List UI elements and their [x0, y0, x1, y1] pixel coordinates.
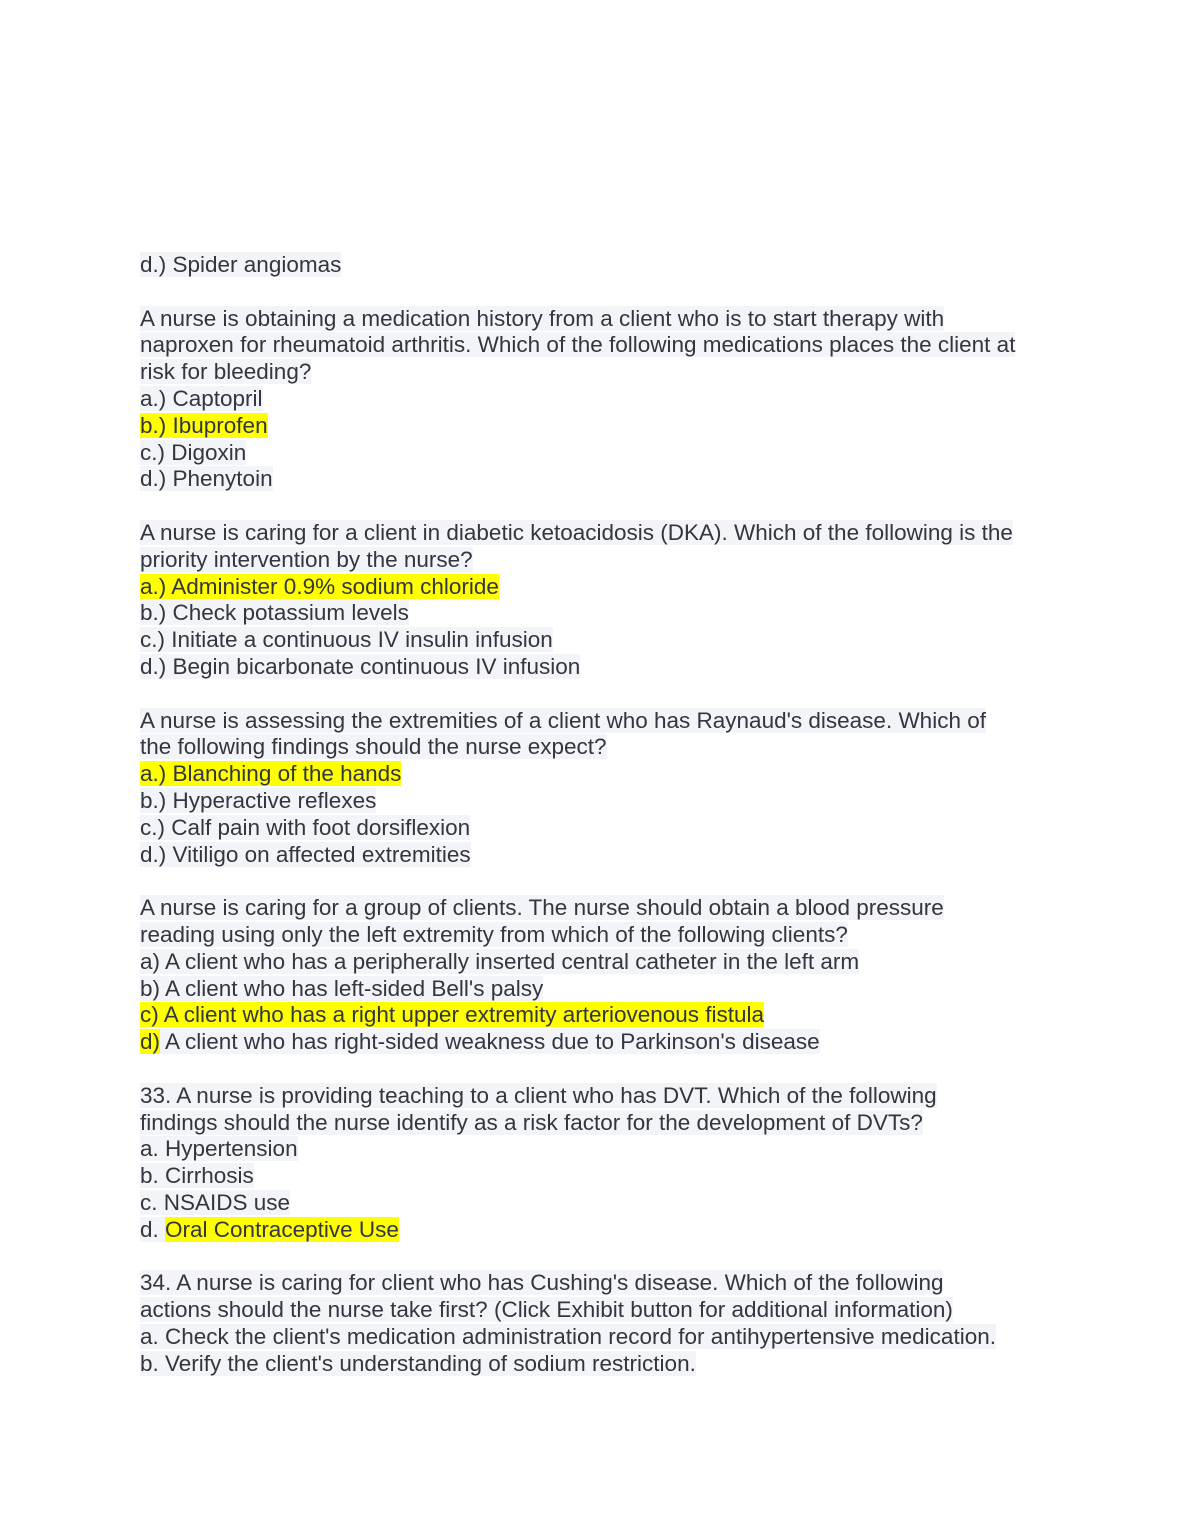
option-c-answer: c) A client who has a right upper extremity arteriovenous fistula [140, 1002, 765, 1028]
question-stem-line: A nurse is caring for a client in diabetic ketoacidosis (DKA). Which of the following is the [140, 519, 1013, 545]
spacer [140, 1056, 1060, 1083]
question-stem-line: naproxen for rheumatoid arthritis. Which of the following medications places the client at [140, 332, 1016, 358]
question-stem-line: 34. A nurse is caring for client who has Cushing's disease. Which of the following [140, 1270, 944, 1296]
option-a: a. Check the client's medication administration record for antihypertensive medication. [140, 1323, 996, 1349]
question-stem-line: 33. A nurse is providing teaching to a client who has DVT. Which of the following [140, 1082, 937, 1108]
spacer [140, 868, 1060, 895]
option-b: b.) Check potassium levels [140, 600, 409, 626]
question-33 [140, 1083, 1060, 1244]
question-stem-line: A nurse is assessing the extremities of a client who has Raynaud's disease. Which of [140, 707, 986, 733]
option-a: a. Hypertension [140, 1136, 298, 1162]
question-stem-line: reading using only the left extremity from which of the following clients? [140, 921, 848, 947]
option-d: d.) Phenytoin [140, 466, 273, 492]
option-b: b. Cirrhosis [140, 1163, 254, 1189]
option-a-answer: a.) Blanching of the hands [140, 761, 402, 787]
option-d: d) A client who has right-sided weakness due to Parkinson's disease [140, 1029, 820, 1055]
question-dka [140, 520, 1060, 681]
document-page [140, 252, 1060, 1377]
option-a: a.) Captopril [140, 385, 263, 411]
spacer [140, 279, 1060, 306]
question-naproxen [140, 306, 1060, 494]
question-34 [140, 1270, 1060, 1377]
spacer [140, 1243, 1060, 1270]
option-b-answer: b.) Ibuprofen [140, 412, 268, 438]
question-stem-line: A nurse is caring for a group of clients. The nurse should obtain a blood pressure [140, 895, 944, 921]
option-c: c.) Calf pain with foot dorsiflexion [140, 814, 471, 840]
question-raynauds [140, 708, 1060, 869]
question-blood-pressure [140, 895, 1060, 1056]
question-stem-line: actions should the nurse take first? (Click Exhibit button for additional information) [140, 1297, 953, 1323]
option-c: c.) Initiate a continuous IV insulin infusion [140, 627, 553, 653]
option-d-answer: d. Oral Contraceptive Use [140, 1216, 399, 1242]
spacer [140, 493, 1060, 520]
option-b: b.) Hyperactive reflexes [140, 787, 377, 813]
option-a: a) A client who has a peripherally inserted central catheter in the left arm [140, 948, 860, 974]
question-stem-line: priority intervention by the nurse? [140, 546, 473, 572]
spacer [140, 681, 1060, 708]
question-stem-line: the following findings should the nurse expect? [140, 734, 607, 760]
question-stem-line: risk for bleeding? [140, 359, 312, 385]
option-d: d.) Begin bicarbonate continuous IV infusion [140, 653, 581, 679]
question-stem-line: A nurse is obtaining a medication history from a client who is to start therapy with [140, 305, 945, 331]
option-a-answer: a.) Administer 0.9% sodium chloride [140, 573, 499, 599]
option-line: d.) Spider angiomas [140, 252, 342, 277]
option-c: c. NSAIDS use [140, 1189, 291, 1215]
option-c: c.) Digoxin [140, 439, 247, 465]
option-d: d.) Vitiligo on affected extremities [140, 841, 471, 867]
question-stem-line: findings should the nurse identify as a risk factor for the development of DVTs? [140, 1109, 923, 1135]
option-b: b. Verify the client's understanding of sodium restriction. [140, 1350, 696, 1376]
option-b: b) A client who has left-sided Bell's palsy [140, 975, 544, 1001]
